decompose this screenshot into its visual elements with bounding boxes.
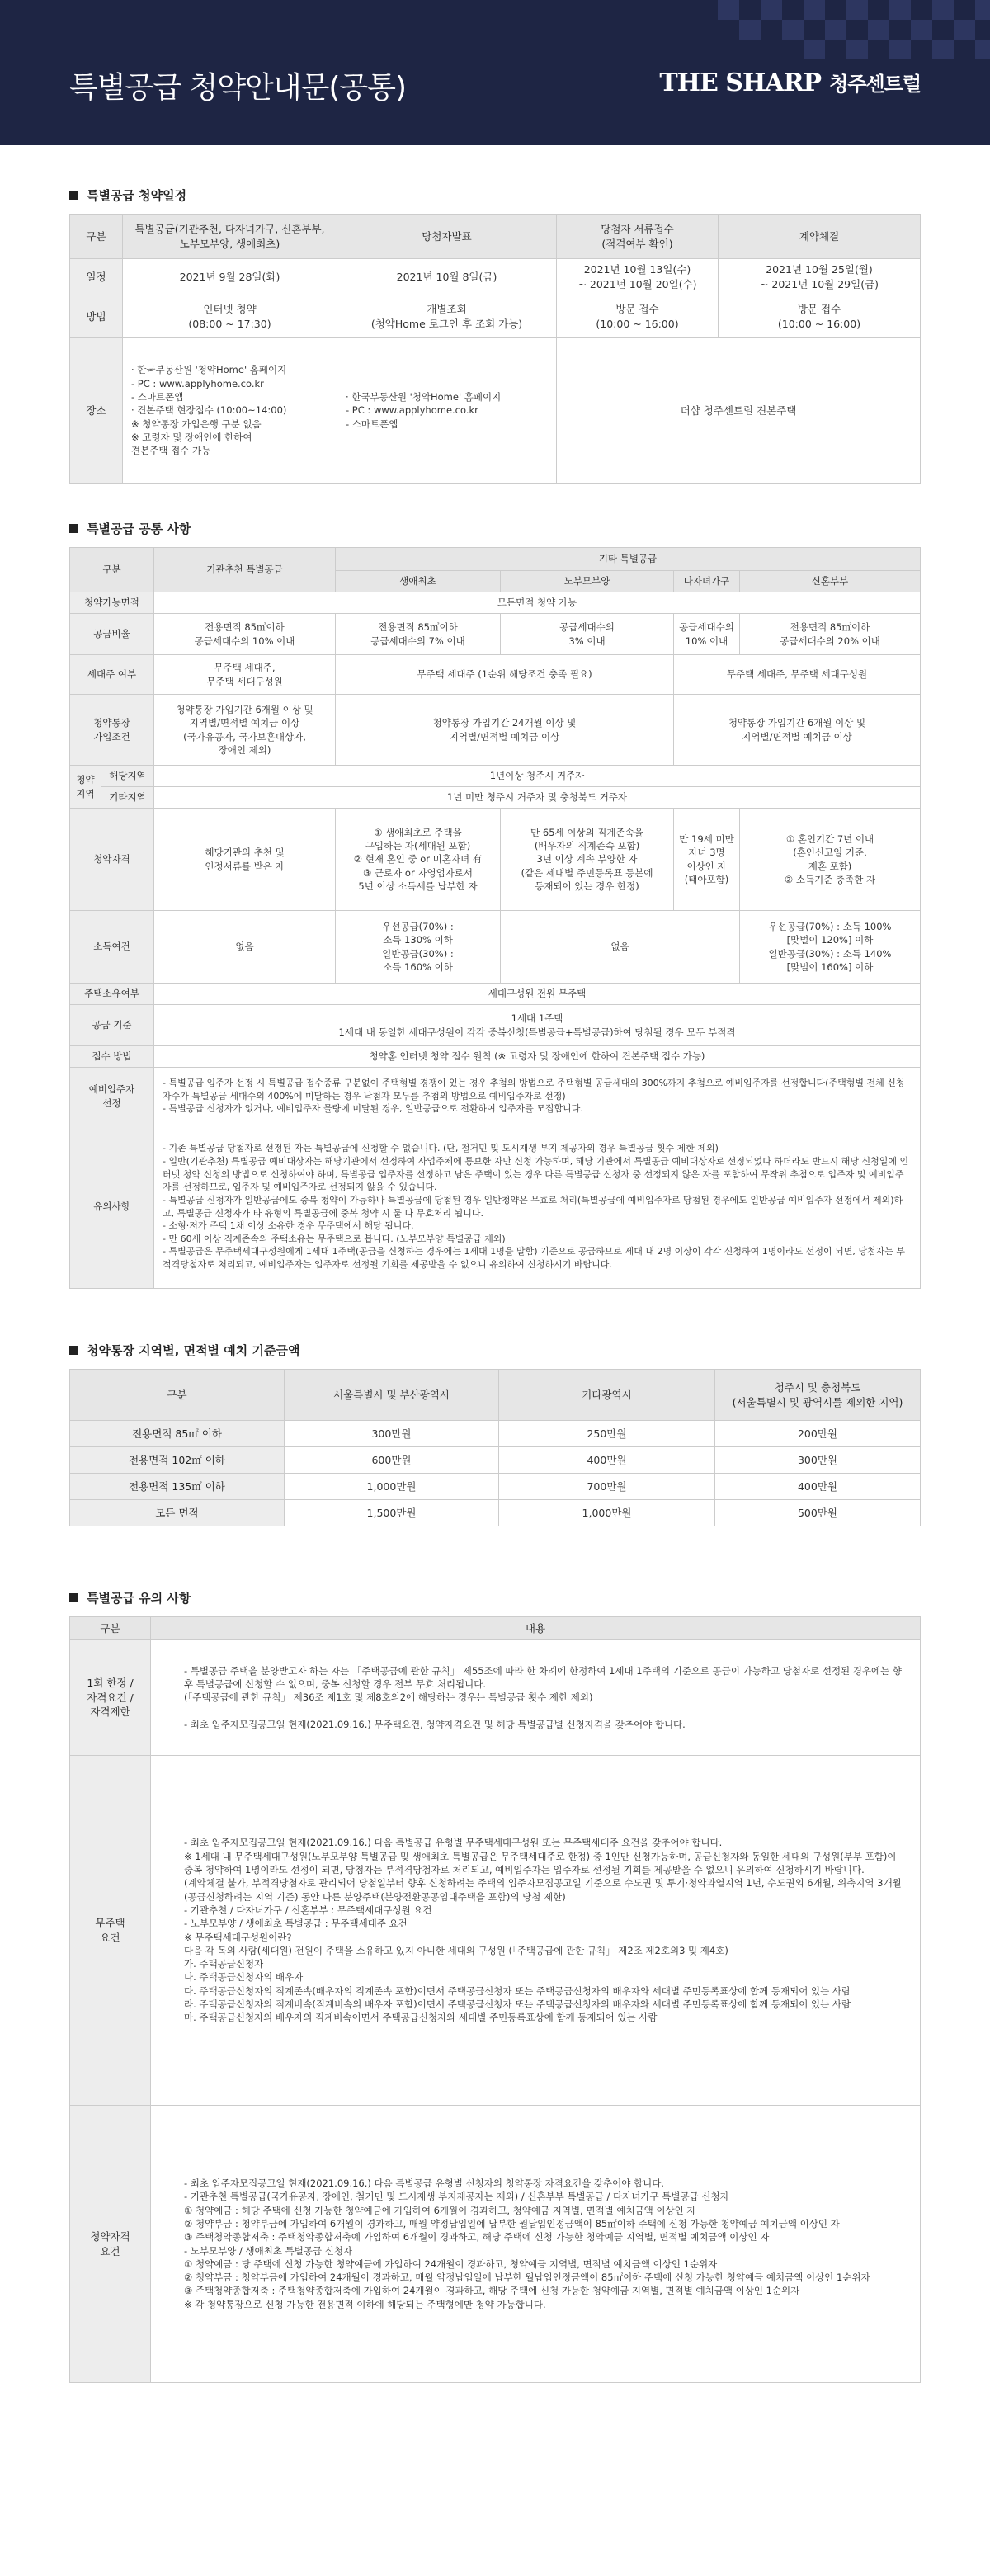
page-header [0,0,990,145]
header-cell: 신혼부부 [740,571,921,592]
table-cell: 1세대 1주택 1세대 내 동일한 세대구성원이 각각 중복신청(특별공급+특별공급)하여 당첨될 경우 모두 부적격 [154,1005,921,1046]
table-cell: - 특별공급 입주자 선정 시 특별공급 접수종류 구분없이 주택형별 경쟁이 있는 경우 추첨의 방법으로 주택형별 공급세대의 300%까지 추첨으로 예비입주자를 선정합니다(주택형별 전체 신청자수가 특별공급 세대수의 400%에 미달하는 경우 낙첨자 모두를 추첨의 방법으로 예비입주자로 선정) - 특별공급 신청자가 없거나, 예비입주자 물량에 미달된 경우, 일반공급으로 전환하여 입주자를 모집합니다. [154,1068,921,1125]
row-label: 전용면적 85㎡ 이하 [70,1421,285,1447]
common-row [70,984,921,1005]
table-cell: 해당기관의 추천 및 인정서류를 받은 자 [154,809,336,911]
row-label: 1회 한정 / 자격요건 / 자격제한 [70,1640,151,1756]
common-row [70,1125,921,1289]
deposit-row [70,1500,921,1526]
caution-row [70,1756,921,2106]
header-cell: 다자녀가구 [674,571,740,592]
row-label: 청약통장 가입조건 [70,695,154,766]
row-label: 유의사항 [70,1125,154,1289]
common-row [70,911,921,984]
header-cell: 특별공급(기관추천, 다자녀가구, 신혼부부, 노부모부양, 생애최초) [123,215,337,259]
schedule-table [69,214,921,484]
header-cell: 생애최초 [336,571,501,592]
schedule-section-title: 특별공급 청약일정 [69,186,921,204]
table-cell: 없음 [501,911,740,984]
square-bullet-icon [69,1593,78,1602]
common-row [70,809,921,911]
table-cell: 2021년 10월 8일(금) [337,259,557,295]
row-label: 청약자격 요건 [70,2106,151,2383]
table-cell: 방문 접수 (10:00 ~ 16:00) [557,295,719,338]
table-cell: 400만원 [499,1447,715,1474]
caution-row [70,2106,921,2383]
brand-sub: 청주센트럴 [829,73,921,96]
caution-row [70,1640,921,1756]
caution-header-row [70,1617,921,1640]
table-cell: - 최초 입주자모집공고일 현재(2021.09.16.) 다음 특별공급 유형별 무주택세대구성원 또는 무주택세대주 요건을 갖추어야 합니다. ※ 1세대 내 무주택세대구성원(노부모부양 특별공급 및 생애최초 특별공급은 무주택세대주로 한정) 중 1인만 신청가능하며, 공급신청자와 동일한 세대의 구성원(부부 포함)이 중복 청약하여 1명이라도 선정이 되면, 당첨자는 부적격당첨자로 처리되고, 예비입주자는 입주자로 선정될 기회를 제공받을 수 없으니 유의하여 신청하시기 바랍니다. (계약체결 불가, 부적격당첨자로 관리되어 당첨일부터 향후 신청하려는 주택의 입주자모집공고일 기준으로 수도권 및 투기·청약과열지역 1년, 수도권외 6개월, 위축지역 3개월(공급신청하려는 지역 기준) 동안 다른 분양주택(분양전환공공임대주택을 포함)의 당첨 제한) - 기관추천 / 다자녀가구 / 신혼부부 : 무주택세대구성원 요건 - 노부모부양 / 생애최초 특별공급 : 무주택세대주 요건 ※ 무주택세대구성원이란? 다음 각 목의 사람(세대원) 전원이 주택을 소유하고 있지 아니한 세대의 구성원 (「주택공급에 관한 규칙」 제2조 제2호의3 및 제4호) 가. 주택공급신청자 나. 주택공급신청자의 배우자 다. 주택공급신청자의 직계존속(배우자의 직계존속 포함)이면서 주택공급신청자 또는 주택공급신청자의 배우자와 세대별 주민등록표상에 함께 등재되어 있는 사람 라. 주택공급신청자의 직계비속(직계비속의 배우자 포함)이면서 주택공급신청자 또는 주택공급신청자의 배우자와 세대별 주민등록표상에 함께 등재되어 있는 사람 마. 주택공급신청자의 배우자의 직계비속이면서 주택공급신청자와 세대별 주민등록표상에 함께 등재되어 있는 사람 [151,1756,921,2106]
header-cell: 기관추천 특별공급 [154,548,336,592]
table-cell: 600만원 [285,1447,499,1474]
table-cell: - 기존 특별공급 당첨자로 선정된 자는 특별공급에 신청할 수 없습니다. (단, 철거민 및 도시재생 부지 제공자의 경우 특별공급 횟수 제한 제외) - 일반(기관추천) 특별공급 예비대상자는 해당기관에서 선정하여 사업주체에 통보한 자만 신청 가능하며, 해당 기관에서 특별공급 예비대상자로 선정되었다 하더라도 반드시 해당 신청일에 인터넷 청약 신청의 방법으로 신청하여야 하며, 특별공급 입주자를 선정하고 남은 주택이 있는 경우 다른 특별공급 신청자 중 선정되지 않은 자를 포함하여 무작위 추첨으로 입주자 및 예비입주자를 선정하므로, 입주자 및 예비입주자로 선정되지 않을 수 있습니다. - 특별공급 신청자가 일반공급에도 중복 청약이 가능하나 특별공급에 당첨된 경우 일반청약은 무효로 처리(특별공급에 예비입주자로 당첨된 경우에도 일반공급 예비입주자 선정에서 제외)하고, 특별공급 신청자가 타 유형의 특별공급에 중복 청약 시 둘 다 무효처리 됩니다. - 소형·저가 주택 1채 이상 소유한 경우 무주택에서 해당 됩니다. - 만 60세 이상 직계존속의 주택소유는 무주택으로 봅니다. (노부모부양 특별공급 제외) - 특별공급은 무주택세대구성원에게 1세대 1주택(공급을 신청하는 경우에는 1세대 1명을 말함) 기준으로 공급하므로 세대 내 2명 이상이 각각 신청하여 1명이라도 선정이 되면, 당첨자는 부적격당첨자로 처리되고, 예비입주자는 입주자로 선정될 기회를 제공받을 수 없으니 유의하여 신청하시기 바랍니다. [154,1125,921,1289]
common-row [70,1005,921,1046]
table-cell: 만 19세 미만 자녀 3명 이상인 자 (태아포함) [674,809,740,911]
table-cell: 공급세대수의 3% 이내 [501,614,674,655]
deposit-header-row [70,1370,921,1421]
header-cell: 기타광역시 [499,1370,715,1421]
page-title: 특별공급 청약안내문(공통) [69,71,407,105]
table-cell: 2021년 9월 28일(화) [123,259,337,295]
common-row [70,1046,921,1068]
table-cell: 청약통장 가입기간 6개월 이상 및 지역별/면적별 예치금 이상 [674,695,921,766]
common-row [70,766,921,787]
header-cell: 당첨자발표 [337,215,557,259]
deposit-row [70,1474,921,1500]
common-section [0,520,990,1289]
table-cell: 전용면적 85㎡이하 공급세대수의 20% 이내 [740,614,921,655]
header-cell: 계약체결 [719,215,921,259]
table-cell: 무주택 세대주, 무주택 세대구성원 [674,655,921,695]
row-label: 전용면적 102㎡ 이하 [70,1447,285,1474]
row-label: 전용면적 135㎡ 이하 [70,1474,285,1500]
common-row [70,614,921,655]
table-cell: 200만원 [715,1421,921,1447]
table-cell: 2021년 10월 13일(수) ~ 2021년 10월 20일(수) [557,259,719,295]
table-cell: 공급세대수의 10% 이내 [674,614,740,655]
table-cell: · 한국부동산원 '청약Home' 홈페이지 - PC : www.applyhome.co.kr - 스마트폰앱 [337,338,557,484]
brand-name: THE SHARP [659,68,822,97]
table-cell: 모든면적 청약 가능 [154,592,921,614]
row-label: 공급 기준 [70,1005,154,1046]
row-label: 청약가능면적 [70,592,154,614]
table-cell: ① 혼인기간 7년 이내 (혼인신고일 기준, 재혼 포함) ② 소득기준 충족한 자 [740,809,921,911]
row-label: 일정 [70,259,123,295]
brand-logo [659,68,921,97]
common-header-row [70,548,921,571]
table-cell: 우선공급(70%) : 소득 130% 이하 일반공급(30%) : 소득 160% 이하 [336,911,501,984]
header-cell: 청주시 및 충청북도 (서울특별시 및 광역시를 제외한 지역) [715,1370,921,1421]
schedule-method-row [70,295,921,338]
table-cell: 청약통장 가입기간 24개월 이상 및 지역별/면적별 예치금 이상 [336,695,674,766]
table-cell: 개별조회 (청약Home 로그인 후 조회 가능) [337,295,557,338]
table-cell: 250만원 [499,1421,715,1447]
table-cell: - 특별공급 주택을 분양받고자 하는 자는 「주택공급에 관한 규칙」 제55조에 따라 한 차례에 한정하여 1세대 1주택의 기준으로 공급이 가능하고 당첨자로 선정된 경우에는 향후 특별공급에 신청할 수 없으며, 중복 신청할 경우 전부 무효 처리됩니다. (「주택공급에 관한 규칙」 제36조 제1호 및 제8호의2에 해당하는 경우는 특별공급 횟수 제한 제외) - 최초 입주자모집공고일 현재(2021.09.16.) 무주택요건, 청약자격요건 및 해당 특별공급별 신청자격을 갖추어야 합니다. [151,1640,921,1756]
table-cell: 300만원 [715,1447,921,1474]
table-cell: 1년이상 청주시 거주자 [154,766,921,787]
row-label: 접수 방법 [70,1046,154,1068]
header-cell: 당첨자 서류접수 (적격여부 확인) [557,215,719,259]
table-cell: 300만원 [285,1421,499,1447]
common-table [69,547,921,1289]
table-cell: - 최초 입주자모집공고일 현재(2021.09.16.) 다음 특별공급 유형별 신청자의 청약통장 자격요건을 갖추어야 합니다. - 기관추천 특별공급(국가유공자, 장애인, 철거민 및 도시재생 부지제공자는 제외) / 신혼부부 특별공급 / 다자녀가구 특별공급 신청자 ① 청약예금 : 해당 주택에 신청 가능한 청약예금에 가입하여 6개월이 경과하고, 청약예금 지역별, 면적별 예치금액 이상인 자 ② 청약부금 : 청약부금에 가입하여 6개월이 경과하고, 매월 약정납입일에 납부한 월납입인정금액이 85㎡이하 주택에 신청 가능한 청약예금 예치금액 이상인 자 ③ 주택청약종합저축 : 주택청약종합저축에 가입하여 6개월이 경과하고, 해당 주택에 신청 가능한 청약예금 지역별, 면적별 예치금액 이상인 자 - 노부모부양 / 생애최초 특별공급 신청자 ① 청약예금 : 당 주택에 신청 가능한 청약예금에 가입하여 24개월이 경과하고, 청약예금 지역별, 면적별 예치금액 이상인 1순위자 ② 청약부금 : 청약부금에 가입하여 24개월이 경과하고, 매월 약정납입일에 납부한 월납입인정금액이 85㎡이하 주택에 신청 가능한 청약예금 예치금액 이상인 1순위자 ③ 주택청약종합저축 : 주택청약종합저축에 가입하여 24개월이 경과하고, 해당 주택에 신청 가능한 청약예금 지역별, 면적별 예치금액 이상인 1순위자 ※ 각 청약통장으로 신청 가능한 전용면적 이하에 해당되는 주택형에만 청약 가능합니다. [151,2106,921,2383]
row-label: 방법 [70,295,123,338]
row-label: 주택소유여부 [70,984,154,1005]
common-row [70,695,921,766]
row-label: 소득여건 [70,911,154,984]
common-row [70,592,921,614]
schedule-date-row [70,259,921,295]
table-cell: 전용면적 85㎡이하 공급세대수의 7% 이내 [336,614,501,655]
table-cell: 없음 [154,911,336,984]
row-label: 기타지역 [101,787,154,809]
common-row [70,655,921,695]
caution-section-title: 특별공급 유의 사항 [69,1589,921,1606]
square-bullet-icon [69,191,78,200]
table-cell: 500만원 [715,1500,921,1526]
table-cell: · 한국부동산원 '청약Home' 홈페이지 - PC : www.applyhome.co.kr - 스마트폰앱 · 견본주택 현장접수 (10:00~14:00) ※ 청약통장 가입은행 구분 없음 ※ 고령자 및 장애인에 한하여 견본주택 접수 가능 [123,338,337,484]
schedule-place-row [70,338,921,484]
header-cell: 구분 [70,215,123,259]
row-label: 모든 면적 [70,1500,285,1526]
table-cell: 세대구성원 전원 무주택 [154,984,921,1005]
deposit-row [70,1447,921,1474]
header-cell: 서울특별시 및 부산광역시 [285,1370,499,1421]
header-cell: 구분 [70,1370,285,1421]
caution-table [69,1616,921,2383]
table-cell: 1년 미만 청주시 거주자 및 충청북도 거주자 [154,787,921,809]
deposit-table [69,1369,921,1526]
common-section-title: 특별공급 공통 사항 [69,520,921,537]
table-cell: 1,500만원 [285,1500,499,1526]
row-label: 해당지역 [101,766,154,787]
square-bullet-icon [69,524,78,533]
row-label: 세대주 여부 [70,655,154,695]
row-label: 예비입주자 선정 [70,1068,154,1125]
table-cell: 1,000만원 [499,1500,715,1526]
row-label: 청약자격 [70,809,154,911]
header-cell: 노부모부양 [501,571,674,592]
table-cell: 청약통장 가입기간 6개월 이상 및 지역별/면적별 예치금 이상 (국가유공자, 국가보훈대상자, 장애인 제외) [154,695,336,766]
table-cell: 만 65세 이상의 직계존속을 (배우자의 직계존속 포함) 3년 이상 계속 부양한 자 (같은 세대별 주민등록표 등본에 등재되어 있는 경우 한정) [501,809,674,911]
table-cell: 2021년 10월 25일(월) ~ 2021년 10월 29일(금) [719,259,921,295]
common-row [70,787,921,809]
schedule-section [0,186,990,484]
deposit-section [0,1342,990,1526]
row-label: 공급비율 [70,614,154,655]
header-cell: 내용 [151,1617,921,1640]
table-cell: 무주택 세대주, 무주택 세대구성원 [154,655,336,695]
row-label: 장소 [70,338,123,484]
table-cell: 무주택 세대주 (1순위 해당조건 충족 필요) [336,655,674,695]
table-cell: 700만원 [499,1474,715,1500]
caution-section [0,1589,990,2383]
row-label: 무주택 요건 [70,1756,151,2106]
deposit-section-title: 청약통장 지역별, 면적별 예치 기준금액 [69,1342,921,1359]
header-cell: 구분 [70,1617,151,1640]
table-cell: 방문 접수 (10:00 ~ 16:00) [719,295,921,338]
header-cell: 구분 [70,548,154,592]
deposit-row [70,1421,921,1447]
table-cell: 우선공급(70%) : 소득 100% [맞벌이 120%] 이하 일반공급(30%) : 소득 140% [맞벌이 160%] 이하 [740,911,921,984]
table-cell: 청약홈 인터넷 청약 접수 원칙 (※ 고령자 및 장애인에 한하여 견본주택 접수 가능) [154,1046,921,1068]
schedule-header-row [70,215,921,259]
table-cell: 인터넷 청약 (08:00 ~ 17:30) [123,295,337,338]
table-cell: 전용면적 85㎡이하 공급세대수의 10% 이내 [154,614,336,655]
common-row [70,1068,921,1125]
table-cell: 1,000만원 [285,1474,499,1500]
square-bullet-icon [69,1346,78,1355]
header-cell: 기타 특별공급 [336,548,921,571]
table-cell: 400만원 [715,1474,921,1500]
table-cell: ① 생애최초로 주택을 구입하는 자(세대원 포함) ② 현재 혼인 중 or 미혼자녀 有 ③ 근로자 or 자영업자로서 5년 이상 소득세를 납부한 자 [336,809,501,911]
table-cell: 더샵 청주센트럴 견본주택 [557,338,921,484]
header-pattern [718,0,990,59]
row-label: 청약 지역 [70,766,101,809]
